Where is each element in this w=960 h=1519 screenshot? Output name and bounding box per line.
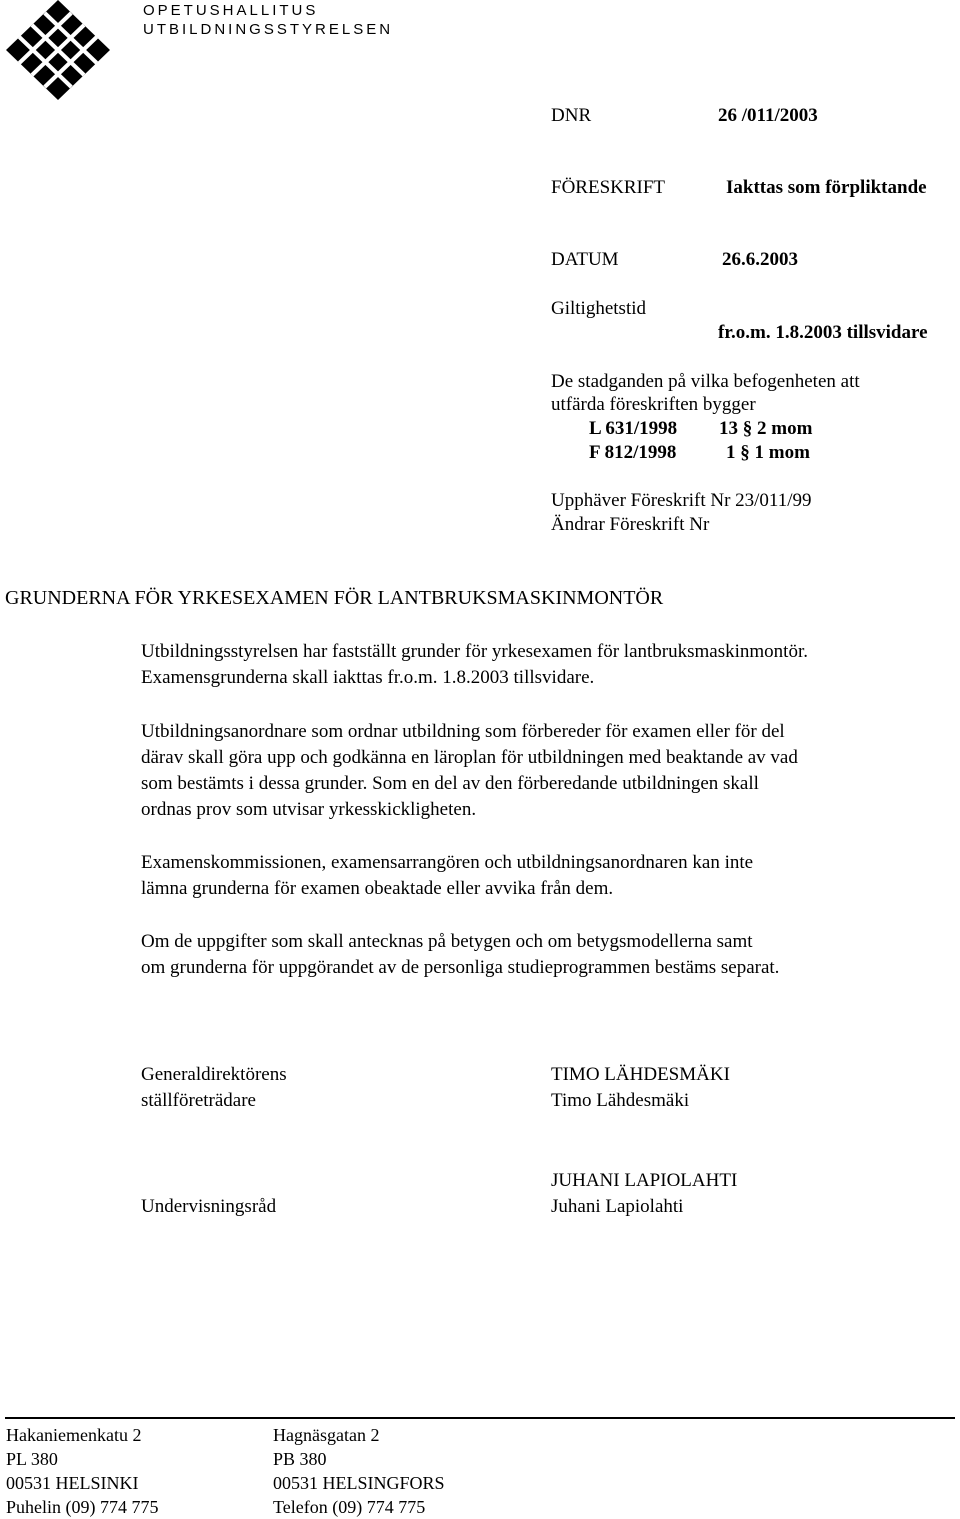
- footer-line: 00531 HELSINGFORS: [273, 1473, 445, 1493]
- footer-line: Telefon (09) 774 775: [273, 1497, 426, 1517]
- law-ref-2: F 812/1998: [589, 442, 677, 463]
- paragraph-line: lämna grunderna för examen obeaktade eller avvika från dem.: [141, 878, 614, 899]
- upphaver: Upphäver Föreskrift Nr 23/011/99: [551, 490, 812, 511]
- paragraph-3: [141, 850, 941, 902]
- footer-address-swedish: [273, 1423, 445, 1519]
- org-name-swedish: UTBILDNINGSSTYRELSEN: [143, 21, 394, 38]
- datum-label: DATUM: [551, 249, 619, 270]
- footer-line: Hakaniemenkatu 2: [6, 1425, 142, 1445]
- law-ref-1: L 631/1998: [589, 418, 678, 439]
- paragraph-line: om grunderna för uppgörandet av de personliga studieprogrammen bestäms separat.: [141, 957, 780, 978]
- footer-line: Puhelin (09) 774 775: [6, 1497, 159, 1517]
- footer-line: PL 380: [6, 1449, 58, 1469]
- footer-line: 00531 HELSINKI: [6, 1473, 139, 1493]
- paragraph-1: [141, 639, 941, 691]
- paragraph-line: Examensgrunderna skall iakttas fr.o.m. 1.8.2003 tillsvidare.: [141, 667, 595, 688]
- name: Juhani Lapiolahti: [551, 1196, 684, 1217]
- name-caps: TIMO LÄHDESMÄKI: [551, 1064, 730, 1085]
- role-line: Generaldirektörens: [141, 1064, 287, 1085]
- role-line: ställföreträdare: [141, 1090, 256, 1111]
- signatory-1-name: [551, 1062, 730, 1114]
- paragraph-2: [141, 719, 941, 823]
- andrar: Ändrar Föreskrift Nr: [551, 514, 710, 535]
- giltighet-label: Giltighetstid: [551, 298, 646, 319]
- document-title: GRUNDERNA FÖR YRKESEXAMEN FÖR LANTBRUKSMASKINMONTÖR: [5, 587, 664, 609]
- paragraph-4: [141, 929, 941, 981]
- name-caps: JUHANI LAPIOLAHTI: [551, 1170, 738, 1191]
- paragraph-line: Utbildningsstyrelsen har fastställt grunder för yrkesexamen för lantbruksmaskinmontör.: [141, 641, 808, 662]
- org-name-finnish: OPETUSHALLITUS: [143, 2, 319, 19]
- signatory-2-name: [551, 1168, 737, 1220]
- stadganden-line-2: utfärda föreskriften bygger: [551, 394, 756, 415]
- paragraph-line: ordnas prov som utvisar yrkesskickligheten.: [141, 799, 477, 820]
- law-section-2: 1 § 1 mom: [726, 442, 810, 463]
- paragraph-line: Utbildningsanordnare som ordnar utbildning som förbereder för examen eller för del: [141, 721, 785, 742]
- datum-value: 26.6.2003: [722, 249, 798, 270]
- signatory-2-role: Undervisningsråd: [141, 1196, 277, 1217]
- paragraph-line: därav skall göra upp och godkänna en läroplan för utbildningen med beaktande av vad: [141, 747, 798, 768]
- footer-divider: [5, 1417, 955, 1419]
- law-section-1: 13 § 2 mom: [719, 418, 813, 439]
- paragraph-line: Om de uppgifter som skall antecknas på betygen och om betygsmodellerna samt: [141, 931, 753, 952]
- giltighet-value: fr.o.m. 1.8.2003 tillsvidare: [718, 322, 928, 343]
- footer-line: PB 380: [273, 1449, 327, 1469]
- footer-address-finnish: [6, 1423, 159, 1519]
- dnr-label: DNR: [551, 105, 592, 126]
- paragraph-line: Examenskommissionen, examensarrangören och utbildningsanordnaren kan inte: [141, 852, 754, 873]
- foreskrift-value: Iakttas som förpliktande: [726, 177, 927, 198]
- dnr-value: 26 /011/2003: [718, 105, 818, 126]
- opetushallitus-logo: [6, 0, 110, 100]
- signatory-1-role: [141, 1062, 287, 1114]
- foreskrift-label: FÖRESKRIFT: [551, 177, 666, 198]
- name: Timo Lähdesmäki: [551, 1090, 690, 1111]
- paragraph-line: som bestämts i dessa grunder. Som en del av den förberedande utbildningen skall: [141, 773, 759, 794]
- stadganden-line-1: De stadganden på vilka befogenheten att: [551, 371, 860, 392]
- footer-line: Hagnäsgatan 2: [273, 1425, 380, 1445]
